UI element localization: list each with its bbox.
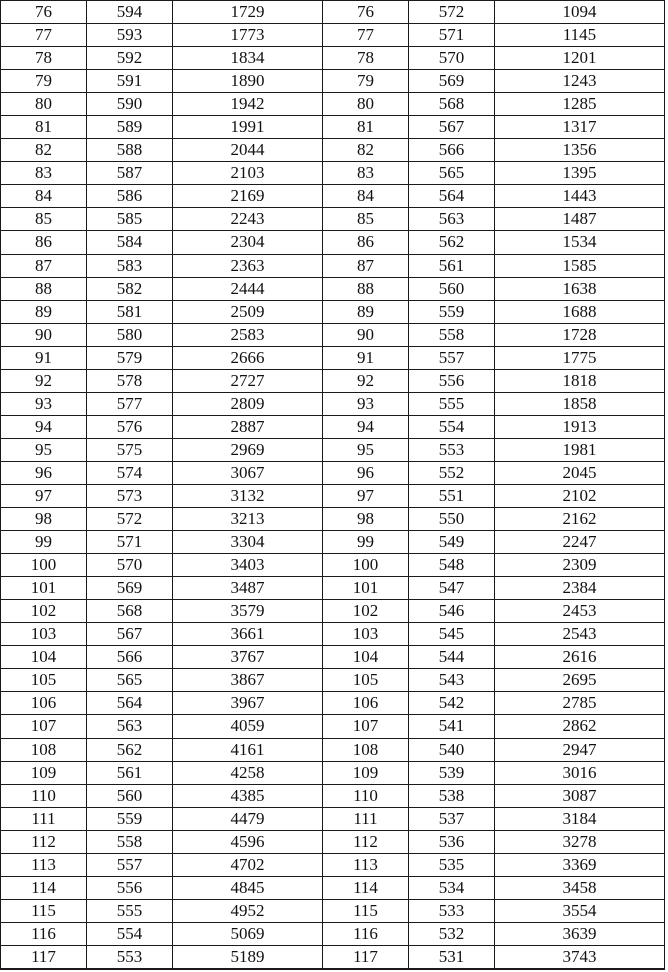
left-rank-cell: 76 <box>1 1 87 24</box>
left-cumulative-count-cell: 3867 <box>173 669 323 692</box>
table-row <box>1 531 665 554</box>
table-row <box>1 70 665 93</box>
left-rank-cell: 92 <box>1 369 87 392</box>
left-cumulative-count-cell: 3661 <box>173 623 323 646</box>
right-score-cell: 536 <box>409 830 495 853</box>
left-cumulative-count-cell: 1942 <box>173 93 323 116</box>
table-row <box>1 646 665 669</box>
left-score-cell: 563 <box>87 715 173 738</box>
table-row <box>1 876 665 899</box>
right-score-cell: 544 <box>409 646 495 669</box>
left-score-cell: 559 <box>87 807 173 830</box>
left-cumulative-count-cell: 2666 <box>173 346 323 369</box>
right-rank-cell: 84 <box>323 185 409 208</box>
left-rank-cell: 97 <box>1 484 87 507</box>
right-rank-cell: 90 <box>323 323 409 346</box>
right-cumulative-count-cell: 2616 <box>495 646 665 669</box>
right-rank-cell: 82 <box>323 139 409 162</box>
right-score-cell: 548 <box>409 554 495 577</box>
right-cumulative-count-cell: 1317 <box>495 116 665 139</box>
left-score-cell: 570 <box>87 554 173 577</box>
right-cumulative-count-cell: 2947 <box>495 738 665 761</box>
right-score-cell: 538 <box>409 784 495 807</box>
right-score-cell: 557 <box>409 346 495 369</box>
right-cumulative-count-cell: 3016 <box>495 761 665 784</box>
right-rank-cell: 79 <box>323 70 409 93</box>
right-rank-cell: 91 <box>323 346 409 369</box>
right-cumulative-count-cell: 1913 <box>495 415 665 438</box>
right-rank-cell: 114 <box>323 876 409 899</box>
left-cumulative-count-cell: 3067 <box>173 461 323 484</box>
left-score-cell: 554 <box>87 922 173 945</box>
left-rank-cell: 116 <box>1 922 87 945</box>
right-rank-cell: 88 <box>323 277 409 300</box>
table-row <box>1 554 665 577</box>
table-row <box>1 600 665 623</box>
left-score-cell: 584 <box>87 231 173 254</box>
table-row <box>1 623 665 646</box>
left-rank-cell: 108 <box>1 738 87 761</box>
left-cumulative-count-cell: 2509 <box>173 300 323 323</box>
left-score-cell: 565 <box>87 669 173 692</box>
left-cumulative-count-cell: 1773 <box>173 24 323 47</box>
left-score-cell: 583 <box>87 254 173 277</box>
table-body <box>1 1 665 970</box>
right-rank-cell: 97 <box>323 484 409 507</box>
right-cumulative-count-cell: 1858 <box>495 392 665 415</box>
right-cumulative-count-cell: 1585 <box>495 254 665 277</box>
table-row <box>1 116 665 139</box>
left-rank-cell: 98 <box>1 508 87 531</box>
right-score-cell: 539 <box>409 761 495 784</box>
right-cumulative-count-cell: 1534 <box>495 231 665 254</box>
left-rank-cell: 80 <box>1 93 87 116</box>
right-rank-cell: 105 <box>323 669 409 692</box>
right-rank-cell: 99 <box>323 531 409 554</box>
left-cumulative-count-cell: 4596 <box>173 830 323 853</box>
left-cumulative-count-cell: 2809 <box>173 392 323 415</box>
right-score-cell: 566 <box>409 139 495 162</box>
right-cumulative-count-cell: 1243 <box>495 70 665 93</box>
right-rank-cell: 98 <box>323 508 409 531</box>
left-cumulative-count-cell: 4479 <box>173 807 323 830</box>
right-score-cell: 542 <box>409 692 495 715</box>
right-rank-cell: 102 <box>323 600 409 623</box>
left-rank-cell: 112 <box>1 830 87 853</box>
left-cumulative-count-cell: 2044 <box>173 139 323 162</box>
right-cumulative-count-cell: 3458 <box>495 876 665 899</box>
right-cumulative-count-cell: 1775 <box>495 346 665 369</box>
left-rank-cell: 89 <box>1 300 87 323</box>
left-score-cell: 582 <box>87 277 173 300</box>
left-rank-cell: 109 <box>1 761 87 784</box>
right-cumulative-count-cell: 2045 <box>495 461 665 484</box>
right-rank-cell: 108 <box>323 738 409 761</box>
right-rank-cell: 93 <box>323 392 409 415</box>
left-rank-cell: 111 <box>1 807 87 830</box>
right-rank-cell: 95 <box>323 438 409 461</box>
table-row <box>1 277 665 300</box>
left-score-cell: 568 <box>87 600 173 623</box>
left-rank-cell: 95 <box>1 438 87 461</box>
left-rank-cell: 94 <box>1 415 87 438</box>
right-score-cell: 545 <box>409 623 495 646</box>
table-row <box>1 577 665 600</box>
right-rank-cell: 86 <box>323 231 409 254</box>
right-score-cell: 554 <box>409 415 495 438</box>
left-score-cell: 574 <box>87 461 173 484</box>
table-row <box>1 461 665 484</box>
right-score-cell: 551 <box>409 484 495 507</box>
right-score-cell: 543 <box>409 669 495 692</box>
table-row <box>1 853 665 876</box>
left-cumulative-count-cell: 1834 <box>173 47 323 70</box>
right-cumulative-count-cell: 1981 <box>495 438 665 461</box>
left-score-cell: 577 <box>87 392 173 415</box>
right-score-cell: 560 <box>409 277 495 300</box>
left-score-cell: 590 <box>87 93 173 116</box>
table-row <box>1 508 665 531</box>
right-score-cell: 571 <box>409 24 495 47</box>
left-cumulative-count-cell: 2243 <box>173 208 323 231</box>
table-row <box>1 47 665 70</box>
left-rank-cell: 79 <box>1 70 87 93</box>
right-cumulative-count-cell: 3369 <box>495 853 665 876</box>
table-row <box>1 438 665 461</box>
table-row <box>1 369 665 392</box>
left-cumulative-count-cell: 3967 <box>173 692 323 715</box>
right-cumulative-count-cell: 2309 <box>495 554 665 577</box>
left-score-cell: 576 <box>87 415 173 438</box>
table-row <box>1 185 665 208</box>
right-rank-cell: 111 <box>323 807 409 830</box>
left-score-cell: 579 <box>87 346 173 369</box>
left-cumulative-count-cell: 2363 <box>173 254 323 277</box>
right-score-cell: 563 <box>409 208 495 231</box>
left-score-cell: 581 <box>87 300 173 323</box>
right-score-cell: 549 <box>409 531 495 554</box>
left-cumulative-count-cell: 3579 <box>173 600 323 623</box>
right-cumulative-count-cell: 1201 <box>495 47 665 70</box>
left-score-cell: 558 <box>87 830 173 853</box>
right-cumulative-count-cell: 1818 <box>495 369 665 392</box>
right-score-cell: 532 <box>409 922 495 945</box>
left-cumulative-count-cell: 3213 <box>173 508 323 531</box>
right-rank-cell: 106 <box>323 692 409 715</box>
right-rank-cell: 78 <box>323 47 409 70</box>
right-rank-cell: 112 <box>323 830 409 853</box>
right-rank-cell: 117 <box>323 945 409 969</box>
table-row <box>1 761 665 784</box>
right-cumulative-count-cell: 1443 <box>495 185 665 208</box>
right-rank-cell: 113 <box>323 853 409 876</box>
table-row <box>1 807 665 830</box>
table-row <box>1 392 665 415</box>
left-cumulative-count-cell: 1890 <box>173 70 323 93</box>
right-score-cell: 537 <box>409 807 495 830</box>
right-rank-cell: 103 <box>323 623 409 646</box>
right-score-cell: 561 <box>409 254 495 277</box>
left-rank-cell: 110 <box>1 784 87 807</box>
left-score-cell: 567 <box>87 623 173 646</box>
right-score-cell: 553 <box>409 438 495 461</box>
right-cumulative-count-cell: 1395 <box>495 162 665 185</box>
right-cumulative-count-cell: 1094 <box>495 1 665 24</box>
right-rank-cell: 94 <box>323 415 409 438</box>
left-score-cell: 573 <box>87 484 173 507</box>
table-row <box>1 738 665 761</box>
right-score-cell: 555 <box>409 392 495 415</box>
table-row <box>1 784 665 807</box>
left-score-cell: 566 <box>87 646 173 669</box>
left-rank-cell: 81 <box>1 116 87 139</box>
table-row <box>1 945 665 969</box>
table-row <box>1 899 665 922</box>
right-score-cell: 570 <box>409 47 495 70</box>
left-rank-cell: 117 <box>1 945 87 969</box>
right-score-cell: 564 <box>409 185 495 208</box>
table-row <box>1 1 665 24</box>
right-cumulative-count-cell: 1688 <box>495 300 665 323</box>
right-rank-cell: 104 <box>323 646 409 669</box>
left-score-cell: 553 <box>87 945 173 969</box>
right-cumulative-count-cell: 2785 <box>495 692 665 715</box>
left-score-cell: 575 <box>87 438 173 461</box>
left-rank-cell: 87 <box>1 254 87 277</box>
left-score-cell: 592 <box>87 47 173 70</box>
left-score-cell: 587 <box>87 162 173 185</box>
left-score-cell: 564 <box>87 692 173 715</box>
left-score-cell: 556 <box>87 876 173 899</box>
left-cumulative-count-cell: 2727 <box>173 369 323 392</box>
right-cumulative-count-cell: 3743 <box>495 945 665 969</box>
table-row <box>1 208 665 231</box>
right-cumulative-count-cell: 1638 <box>495 277 665 300</box>
left-cumulative-count-cell: 2969 <box>173 438 323 461</box>
right-score-cell: 550 <box>409 508 495 531</box>
right-score-cell: 556 <box>409 369 495 392</box>
right-score-cell: 552 <box>409 461 495 484</box>
right-cumulative-count-cell: 1487 <box>495 208 665 231</box>
left-cumulative-count-cell: 3767 <box>173 646 323 669</box>
left-cumulative-count-cell: 4845 <box>173 876 323 899</box>
right-cumulative-count-cell: 2102 <box>495 484 665 507</box>
right-cumulative-count-cell: 2247 <box>495 531 665 554</box>
left-cumulative-count-cell: 4702 <box>173 853 323 876</box>
table-row <box>1 231 665 254</box>
left-score-cell: 561 <box>87 761 173 784</box>
left-cumulative-count-cell: 4385 <box>173 784 323 807</box>
right-rank-cell: 80 <box>323 93 409 116</box>
left-score-cell: 560 <box>87 784 173 807</box>
left-cumulative-count-cell: 1729 <box>173 1 323 24</box>
right-score-cell: 540 <box>409 738 495 761</box>
right-rank-cell: 116 <box>323 922 409 945</box>
table-row <box>1 692 665 715</box>
table-row <box>1 415 665 438</box>
right-cumulative-count-cell: 2384 <box>495 577 665 600</box>
table-row <box>1 162 665 185</box>
left-rank-cell: 78 <box>1 47 87 70</box>
table-row <box>1 254 665 277</box>
left-score-cell: 572 <box>87 508 173 531</box>
right-cumulative-count-cell: 3554 <box>495 899 665 922</box>
left-score-cell: 578 <box>87 369 173 392</box>
left-score-cell: 591 <box>87 70 173 93</box>
right-rank-cell: 92 <box>323 369 409 392</box>
left-rank-cell: 88 <box>1 277 87 300</box>
right-rank-cell: 110 <box>323 784 409 807</box>
right-score-cell: 558 <box>409 323 495 346</box>
right-rank-cell: 109 <box>323 761 409 784</box>
right-score-cell: 533 <box>409 899 495 922</box>
left-score-cell: 588 <box>87 139 173 162</box>
table-row <box>1 139 665 162</box>
right-score-cell: 559 <box>409 300 495 323</box>
left-rank-cell: 99 <box>1 531 87 554</box>
left-cumulative-count-cell: 2103 <box>173 162 323 185</box>
left-rank-cell: 96 <box>1 461 87 484</box>
left-rank-cell: 84 <box>1 185 87 208</box>
left-rank-cell: 104 <box>1 646 87 669</box>
right-rank-cell: 89 <box>323 300 409 323</box>
table-row <box>1 715 665 738</box>
table-row <box>1 669 665 692</box>
left-rank-cell: 107 <box>1 715 87 738</box>
left-rank-cell: 91 <box>1 346 87 369</box>
right-rank-cell: 87 <box>323 254 409 277</box>
right-score-cell: 531 <box>409 945 495 969</box>
right-cumulative-count-cell: 1145 <box>495 24 665 47</box>
right-cumulative-count-cell: 2862 <box>495 715 665 738</box>
right-rank-cell: 83 <box>323 162 409 185</box>
right-score-cell: 547 <box>409 577 495 600</box>
left-rank-cell: 113 <box>1 853 87 876</box>
left-cumulative-count-cell: 2583 <box>173 323 323 346</box>
left-rank-cell: 101 <box>1 577 87 600</box>
right-score-cell: 535 <box>409 853 495 876</box>
right-rank-cell: 96 <box>323 461 409 484</box>
left-cumulative-count-cell: 3132 <box>173 484 323 507</box>
left-cumulative-count-cell: 2304 <box>173 231 323 254</box>
left-rank-cell: 86 <box>1 231 87 254</box>
right-rank-cell: 81 <box>323 116 409 139</box>
left-score-cell: 557 <box>87 853 173 876</box>
right-score-cell: 568 <box>409 93 495 116</box>
table-row <box>1 300 665 323</box>
left-score-cell: 562 <box>87 738 173 761</box>
table-row <box>1 484 665 507</box>
left-cumulative-count-cell: 3487 <box>173 577 323 600</box>
left-cumulative-count-cell: 2887 <box>173 415 323 438</box>
left-cumulative-count-cell: 5189 <box>173 945 323 969</box>
right-cumulative-count-cell: 1728 <box>495 323 665 346</box>
left-score-cell: 571 <box>87 531 173 554</box>
right-cumulative-count-cell: 1285 <box>495 93 665 116</box>
left-cumulative-count-cell: 2169 <box>173 185 323 208</box>
right-score-cell: 567 <box>409 116 495 139</box>
right-rank-cell: 85 <box>323 208 409 231</box>
left-score-cell: 589 <box>87 116 173 139</box>
right-rank-cell: 107 <box>323 715 409 738</box>
left-score-cell: 580 <box>87 323 173 346</box>
right-rank-cell: 100 <box>323 554 409 577</box>
left-score-cell: 594 <box>87 1 173 24</box>
right-score-cell: 569 <box>409 70 495 93</box>
left-rank-cell: 106 <box>1 692 87 715</box>
left-rank-cell: 77 <box>1 24 87 47</box>
left-cumulative-count-cell: 4952 <box>173 899 323 922</box>
left-score-cell: 569 <box>87 577 173 600</box>
right-cumulative-count-cell: 3184 <box>495 807 665 830</box>
table-row <box>1 323 665 346</box>
left-cumulative-count-cell: 2444 <box>173 277 323 300</box>
right-cumulative-count-cell: 1356 <box>495 139 665 162</box>
table-row <box>1 93 665 116</box>
left-cumulative-count-cell: 3403 <box>173 554 323 577</box>
right-rank-cell: 115 <box>323 899 409 922</box>
right-cumulative-count-cell: 3087 <box>495 784 665 807</box>
left-rank-cell: 100 <box>1 554 87 577</box>
left-cumulative-count-cell: 4258 <box>173 761 323 784</box>
left-rank-cell: 105 <box>1 669 87 692</box>
left-score-cell: 586 <box>87 185 173 208</box>
left-rank-cell: 85 <box>1 208 87 231</box>
right-rank-cell: 77 <box>323 24 409 47</box>
right-score-cell: 562 <box>409 231 495 254</box>
table-row <box>1 24 665 47</box>
left-rank-cell: 102 <box>1 600 87 623</box>
left-rank-cell: 93 <box>1 392 87 415</box>
left-rank-cell: 103 <box>1 623 87 646</box>
right-score-cell: 534 <box>409 876 495 899</box>
left-cumulative-count-cell: 3304 <box>173 531 323 554</box>
right-cumulative-count-cell: 2543 <box>495 623 665 646</box>
table-row <box>1 346 665 369</box>
left-rank-cell: 114 <box>1 876 87 899</box>
right-cumulative-count-cell: 3639 <box>495 922 665 945</box>
right-score-cell: 541 <box>409 715 495 738</box>
table-row <box>1 922 665 945</box>
right-cumulative-count-cell: 2162 <box>495 508 665 531</box>
right-cumulative-count-cell: 2695 <box>495 669 665 692</box>
right-cumulative-count-cell: 3278 <box>495 830 665 853</box>
left-cumulative-count-cell: 5069 <box>173 922 323 945</box>
right-score-cell: 572 <box>409 1 495 24</box>
left-score-cell: 585 <box>87 208 173 231</box>
right-rank-cell: 76 <box>323 1 409 24</box>
right-score-cell: 546 <box>409 600 495 623</box>
left-score-cell: 555 <box>87 899 173 922</box>
left-score-cell: 593 <box>87 24 173 47</box>
table-row <box>1 830 665 853</box>
left-cumulative-count-cell: 4059 <box>173 715 323 738</box>
left-cumulative-count-cell: 1991 <box>173 116 323 139</box>
left-rank-cell: 83 <box>1 162 87 185</box>
right-score-cell: 565 <box>409 162 495 185</box>
right-cumulative-count-cell: 2453 <box>495 600 665 623</box>
left-rank-cell: 82 <box>1 139 87 162</box>
right-rank-cell: 101 <box>323 577 409 600</box>
left-rank-cell: 115 <box>1 899 87 922</box>
left-rank-cell: 90 <box>1 323 87 346</box>
left-cumulative-count-cell: 4161 <box>173 738 323 761</box>
